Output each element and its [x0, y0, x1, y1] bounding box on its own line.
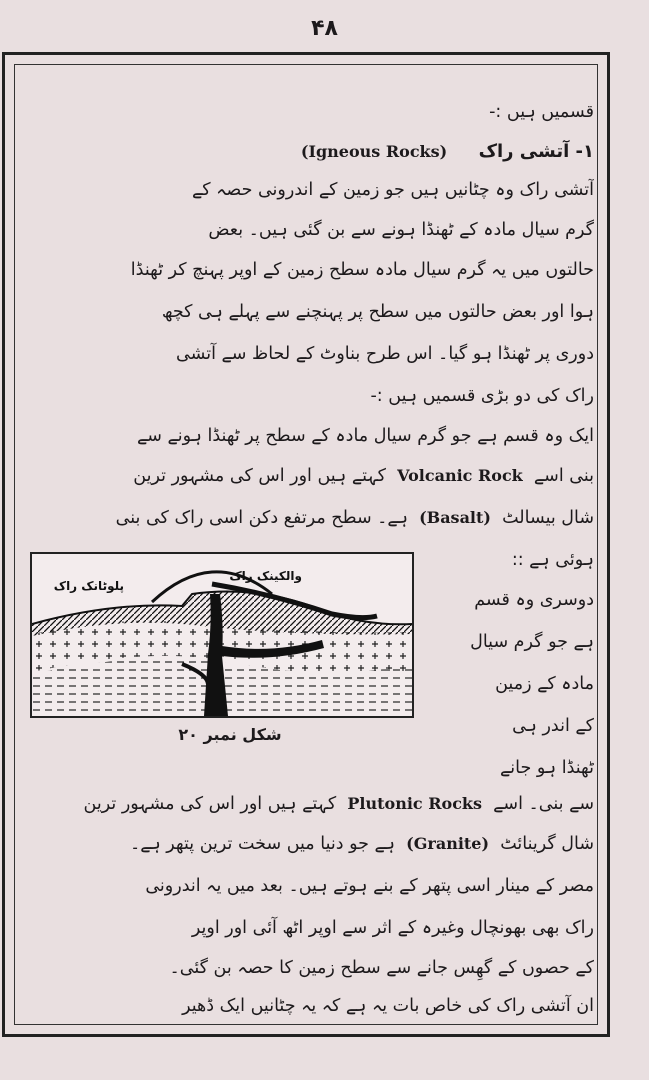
basalt-line: [22, 498, 594, 538]
text-line-2: گرم سیال مادہ کے ٹھنڈا ہونے سے بن گئی ہیں۔ بعض: [208, 220, 594, 240]
volcanic-rock-term: Volcanic Rock: [397, 466, 523, 485]
text-line-6: راک کی دو بڑی قسمیں ہیں :-: [370, 386, 594, 406]
heading-english: (Igneous Rocks): [300, 142, 448, 161]
text-line-3: حالتوں میں یہ گرم سیال مادہ سطح زمین کے اوپر پہنچ کر ٹھنڈا: [130, 260, 594, 280]
section-heading: [22, 132, 594, 172]
label-plutonic-rock: پلوٹانک راک: [53, 579, 124, 593]
basalt-after: ہے۔ سطح مرتفع دکن اسی راک کی بنی: [115, 508, 408, 528]
volcanic-before: بنی اسے: [533, 466, 594, 486]
granite-term: (Granite): [406, 834, 490, 853]
text-line-final-2: راک بھی بھونچال وغیرہ کے اثر سے اوپر اٹھ آئی اور اوپر: [191, 918, 594, 938]
cross-section-diagram: [32, 554, 412, 716]
plutonic-rocks-term: Plutonic Rocks: [347, 794, 483, 813]
granite-after: ہے جو دنیا میں سخت ترین پتھر ہے۔: [129, 834, 396, 854]
plutonic-line: [22, 784, 594, 824]
page-text: [22, 70, 594, 1025]
basalt-before: شال بیسالٹ: [502, 508, 594, 528]
text-line-5: دوری پر ٹھنڈا ہو گیا۔ اس طرح بناوٹ کے لحاظ سے آتشی: [176, 344, 594, 364]
granite-before: شال گرینائٹ: [500, 834, 594, 854]
side-line-5: ٹھنڈا ہو جانے: [500, 758, 594, 778]
basalt-term: (Basalt): [419, 508, 491, 527]
side-line-2: ہے جو گرم سیال: [470, 632, 594, 652]
volcanic-line: [22, 456, 594, 496]
page-number: ۴۸: [311, 16, 338, 41]
plutonic-after: کہتے ہیں اور اس کی مشہور ترین: [83, 794, 337, 814]
text-line-4: ہوا اور بعض حالتوں میں سطح پر پہنچنے سے پہلے ہی کچھ: [161, 302, 594, 322]
volcanic-after: کہتے ہیں اور اس کی مشہور ترین: [133, 466, 386, 486]
text-line-1: آتشی راک وہ چٹانیں ہیں جو زمین کے اندرونی حصہ کے: [192, 180, 594, 200]
plutonic-before: سے بنی۔ اسے: [493, 794, 594, 814]
side-line-1: دوسری وہ قسم: [474, 590, 594, 610]
heading-urdu: ۱- آتشی راک: [478, 141, 594, 162]
figure-caption: شکل نمبر ۲۰: [178, 725, 282, 744]
side-line-3: مادہ کے زمین: [495, 674, 594, 694]
granite-line: [22, 824, 594, 864]
text-line-final-4: ان آتشی راک کی خاص بات یہ ہے کہ یہ چٹانیں ایک ڈھیر: [182, 996, 594, 1016]
text-line-final-3: کے حصوں کے گھِس جانے سے سطح زمین کا حصہ بن گئی۔: [169, 958, 594, 978]
label-volcanic-rock: والکینک راک: [229, 569, 302, 583]
side-line-4: کے اندر ہی: [512, 716, 594, 736]
rock-cross-section-figure: [30, 552, 414, 718]
text-line-7: ایک وہ قسم ہے جو گرم سیال مادہ کے سطح پر ٹھنڈا ہونے سے: [137, 426, 594, 446]
hoti-line: ہوئی ہے ::: [511, 550, 594, 570]
intro-line: قسمیں ہیں :-: [489, 102, 594, 122]
text-line-final-1: مصر کے مینار اسی پتھر کے بنے ہوتے ہیں۔ بعد میں یہ اندرونی: [145, 876, 594, 896]
